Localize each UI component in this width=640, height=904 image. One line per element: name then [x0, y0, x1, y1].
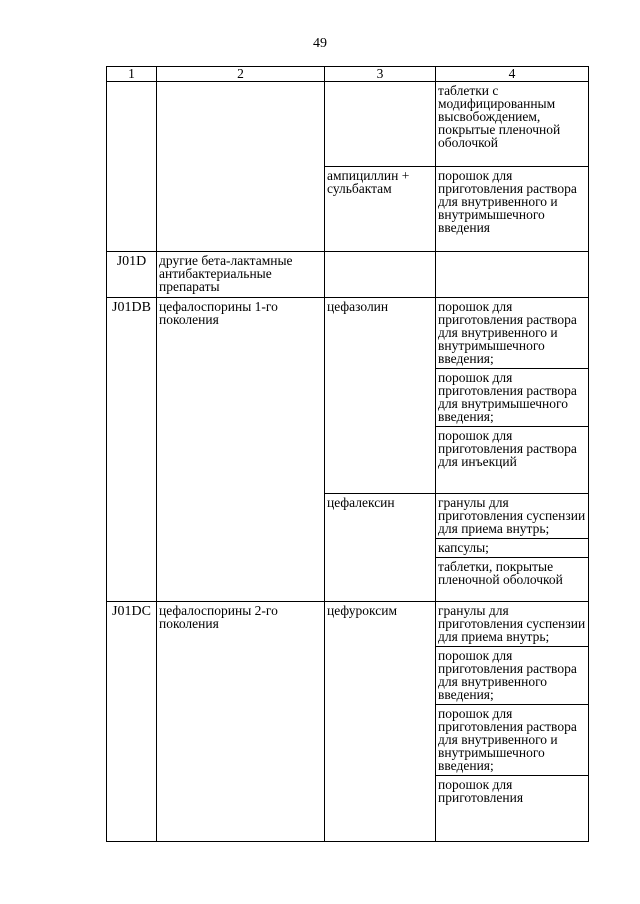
dosage-form-cell	[436, 82, 589, 167]
dosage-form-cell	[436, 298, 589, 494]
group-name-cell	[157, 82, 325, 252]
table-row	[107, 602, 589, 842]
page-number: 49	[313, 36, 327, 51]
header-col-2: 2	[157, 67, 325, 82]
dosage-form: таблетки, покрытые пленочной оболочкой	[436, 557, 588, 589]
dosage-form-cell	[436, 602, 589, 842]
drug-name-cell	[325, 252, 436, 298]
dosage-form-cell	[436, 252, 589, 298]
group-name-cell: цефалоспорины 2-го поколения	[157, 602, 325, 842]
dosage-form	[436, 252, 588, 257]
table-row	[107, 82, 589, 167]
dosage-form: порошок для приготовления раствора для внутривенного и внутримышечного введения	[438, 168, 577, 235]
dosage-form: порошок для приготовления	[436, 775, 588, 807]
medication-table	[106, 66, 589, 842]
atc-code-cell: J01DB	[107, 298, 157, 602]
group-name-cell: цефалоспорины 1-го поколения	[157, 298, 325, 602]
dosage-form: порошок для приготовления раствора для инъекций	[436, 426, 588, 471]
dosage-form: гранулы для приготовления суспензии для приема внутрь;	[438, 495, 586, 536]
table-header-row	[107, 67, 589, 82]
header-col-4: 4	[436, 67, 589, 82]
dosage-form: порошок для приготовления раствора для внутривенного и внутримышечного введения;	[438, 299, 577, 366]
drug-name-cell: ампициллин + сульбактам	[325, 167, 436, 252]
drug-name-cell: цефуроксим	[325, 602, 436, 842]
dosage-form-cell	[436, 167, 589, 252]
header-col-3: 3	[325, 67, 436, 82]
dosage-form-cell	[436, 494, 589, 602]
drug-name-cell: цефалексин	[325, 494, 436, 602]
atc-code-cell: J01DC	[107, 602, 157, 842]
dosage-form: таблетки с модифицированным высвобождением, покрытые пленочной оболочкой	[438, 83, 561, 150]
header-col-1: 1	[107, 67, 157, 82]
dosage-form: порошок для приготовления раствора для внутривенного и внутримышечного введения;	[436, 704, 588, 775]
drug-name-cell: цефазолин	[325, 298, 436, 494]
atc-code-cell: J01D	[107, 252, 157, 298]
table-row	[107, 298, 589, 494]
dosage-form: порошок для приготовления раствора для внутривенного введения;	[436, 646, 588, 704]
group-name-cell: другие бета-лактамные антибактериальные препараты	[157, 252, 325, 298]
dosage-form: капсулы;	[436, 538, 588, 557]
drug-name-cell	[325, 82, 436, 167]
dosage-form: порошок для приготовления раствора для внутримышечного введения;	[436, 368, 588, 426]
dosage-form: гранулы для приготовления суспензии для приема внутрь;	[438, 603, 586, 644]
table-row	[107, 252, 589, 298]
atc-code-cell	[107, 82, 157, 252]
